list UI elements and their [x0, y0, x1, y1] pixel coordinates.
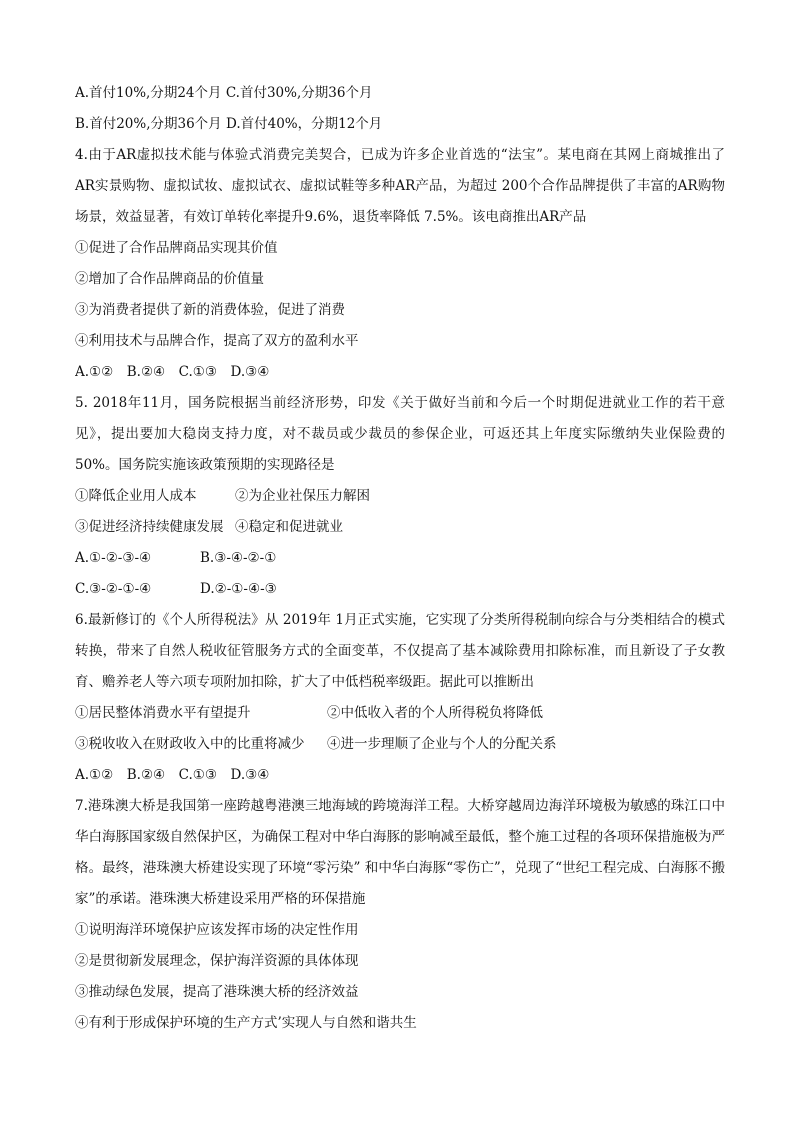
- q4-item-2: ②增加了合作品牌商品的价值量: [75, 271, 264, 287]
- q5-items-row-2: [75, 512, 725, 543]
- q6-items-row-2: [75, 729, 725, 760]
- q6-items-row-1: [75, 698, 725, 729]
- q4-options: A.①② B.②④ C.①③ D.③④: [75, 364, 270, 380]
- q7-item-2: ②是贯彻新发展理念，保护海洋资源的具体体现: [75, 953, 359, 969]
- q5-options-row-2: [75, 574, 725, 605]
- q5-item-3: ③促进经济持续健康发展: [75, 519, 224, 535]
- q6-item-2: ②中低收入者的个人所得税负将降低: [327, 705, 543, 721]
- q7-item-3: ③推动绿色发展，提高了港珠澳大桥的经济效益: [75, 984, 359, 1000]
- q7-item-1: ①说明海洋环境保护应该发挥市场的决定性作用: [75, 922, 359, 938]
- q7-stem: 7.港珠澳大桥是我国第一座跨越粤港澳三地海域的跨境海洋工程。大桥穿越周边海洋环境极为敏感的珠江口中华白海豚国家级自然保护区，为确保工程对中华白海豚的影响减至最低，整个施工过程的各项环保措施极为严格。最终，港珠澳大桥建设实现了环境“零污染” 和中华白海豚“零伤亡”，兑现了“世纪工程完成、白海豚不搬家”的承诺。港珠澳大桥建设采用严格的环保措施: [75, 798, 725, 907]
- q5-items-row-1: [75, 481, 725, 512]
- q3-option-d: D.首付40%，分期12个月: [225, 116, 383, 132]
- exam-page: [75, 78, 725, 1039]
- q4-stem: 4.由于AR虚拟技术能与体验式消费完美契合，已成为许多企业首选的“法宝”。某电商在其网上商城推出了 AR实景购物、虚拟试妆、虚拟试衣、虚拟试鞋等多种AR产品，为超过 200个合作品牌提供了丰富的AR购物场景，效益显著，有效订单转化率提升9.6%，退货率降低 7.5%。该电商推出AR产品: [75, 147, 725, 225]
- q4-item-3: ③为消费者提供了新的消费体验，促进了消费: [75, 302, 345, 318]
- q5-options-row-1: [75, 543, 725, 574]
- q6-item-1: ①居民整体消费水平有望提升: [75, 705, 251, 721]
- q5-item-4: ④稳定和促进就业: [235, 519, 343, 535]
- q5-option-c: C.③-②-①-④: [75, 581, 152, 597]
- q5-option-d: D.②-①-④-③: [200, 581, 277, 597]
- q5-option-a: A.①-②-③-④: [75, 550, 152, 566]
- q5-stem: 5. 2018年11月，国务院根据当前经济形势，印发《关于做好当前和今后一个时期促进就业工作的若干意见》，提出要加大稳岗支持力度，对不裁员或少裁员的参保企业，可返还其上年度实际缴纳失业保险费的50%。国务院实施该政策预期的实现路径是: [75, 395, 725, 473]
- q3-option-b: B.首付20%,分期36个月: [75, 116, 222, 132]
- q5-item-2: ②为企业社保压力解困: [235, 488, 370, 504]
- q5-item-1: ①降低企业用人成本: [75, 488, 197, 504]
- q4-item-1: ①促进了合作品牌商品实现其价值: [75, 240, 278, 256]
- q5-block: [75, 388, 725, 605]
- q6-options: A.①② B.②④ C.①③ D.③④: [75, 767, 270, 783]
- q6-stem: 6.最新修订的《个人所得税法》从 2019年 1月正式实施，它实现了分类所得税制向综合与分类相结合的模式转换，带来了自然人税收征管服务方式的全面变革，不仅提高了基本减除费用扣除标准，而且新设了子女教育、赡养老人等六项专项附加扣除，扩大了中低档税率级距。据此可以推断出: [75, 612, 725, 690]
- q6-item-3: ③税收收入在财政收入中的比重将减少: [75, 736, 305, 752]
- q3-options-row-1: [75, 78, 725, 109]
- q7-block: [75, 791, 725, 1039]
- q3-options-row-2: [75, 109, 725, 140]
- q4-block: [75, 140, 725, 388]
- q6-block: [75, 605, 725, 791]
- q6-item-4: ④进一步理顺了企业与个人的分配关系: [327, 736, 557, 752]
- q7-item-4: ④有利于形成保护环境的生产方式’实现人与自然和谐共生: [75, 1015, 417, 1031]
- q5-option-b: B.③-④-②-①: [200, 550, 277, 566]
- q4-item-4: ④利用技术与品牌合作，提高了双方的盈利水平: [75, 333, 359, 349]
- q3-option-c: C.首付30%,分期36个月: [225, 85, 373, 101]
- q3-option-a: A.首付10%,分期24个月: [75, 85, 222, 101]
